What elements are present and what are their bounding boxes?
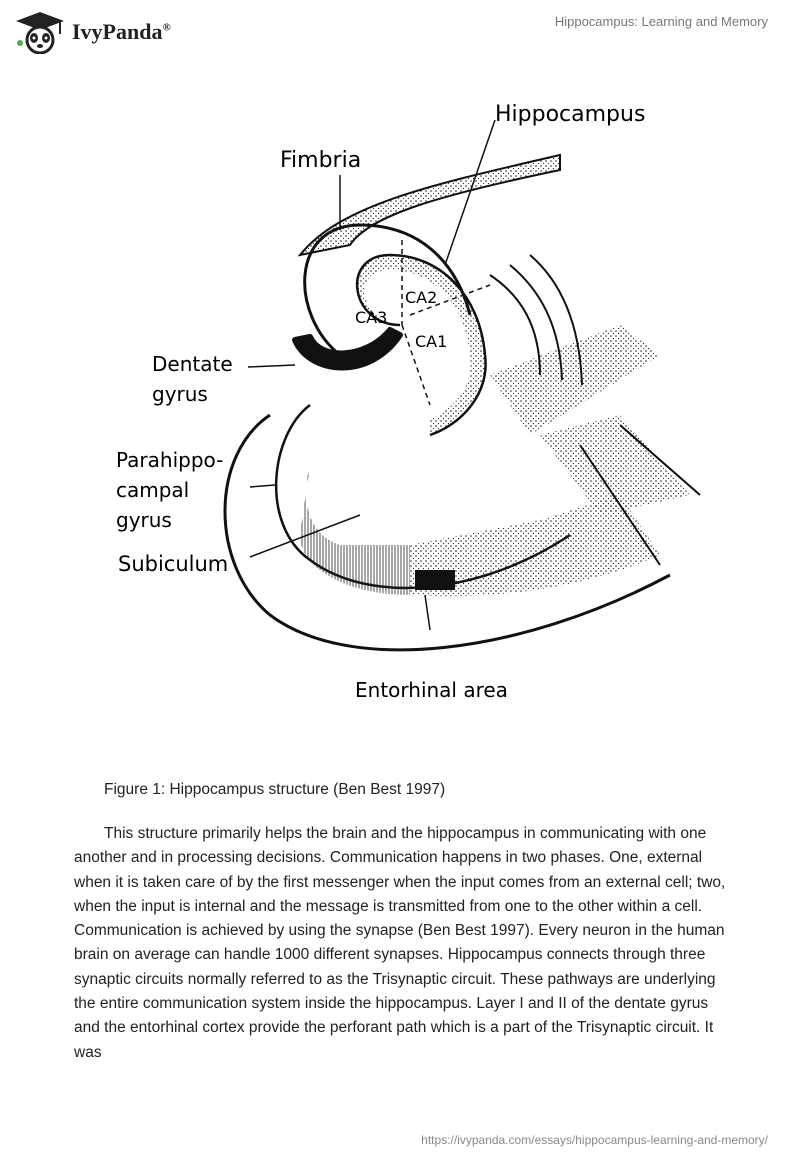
hippocampus-diagram bbox=[100, 75, 730, 735]
label-ca3: CA3 bbox=[355, 308, 388, 327]
figure-caption: Figure 1: Hippocampus structure (Ben Best 1997) bbox=[104, 781, 446, 798]
ivypanda-logo[interactable] bbox=[14, 10, 171, 54]
label-hippocampus: Hippocampus bbox=[495, 102, 646, 127]
label-parahippo: Parahippo- bbox=[116, 448, 224, 472]
source-url-link[interactable]: https://ivypanda.com/essays/hippocampus-learning-and-memory/ bbox=[421, 1133, 768, 1147]
page-header-title: Hippocampus: Learning and Memory bbox=[554, 14, 768, 29]
hippocampus-figure bbox=[100, 75, 730, 735]
subiculum-region bbox=[300, 465, 410, 595]
label-subiculum: Subiculum bbox=[118, 552, 229, 576]
label-para-gyrus: gyrus bbox=[116, 508, 172, 532]
label-entorhinal: Entorhinal area bbox=[355, 678, 508, 702]
label-ca1: CA1 bbox=[415, 332, 448, 351]
label-campal: campal bbox=[116, 478, 190, 502]
panda-graduate-icon bbox=[14, 10, 66, 54]
lower-block bbox=[540, 415, 690, 515]
entorhinal-dark-patch bbox=[415, 570, 455, 590]
label-dentate: Dentate bbox=[152, 352, 233, 376]
dotted-fan bbox=[490, 325, 660, 435]
dentate-gyrus-shape bbox=[295, 330, 400, 368]
label-ca2: CA2 bbox=[405, 288, 438, 307]
label-fimbria: Fimbria bbox=[280, 148, 362, 173]
brand-name: IvyPanda® bbox=[72, 19, 171, 44]
label-gyrus: gyrus bbox=[152, 382, 208, 406]
body-paragraph: This structure primarily helps the brain and the hippocampus in communicating with one another and in processing decisions. Communication happens in two phases. One, external when it is taken care of by the first messenger when the input comes from an external cell; two, when the input is internal and the message is transmitted from one to the other within a cell. Communication is achieved by using the synapse (Ben Best 1997). Every neuron in the human brain on average can handle 1000 different synapses. Hippocampus connects through three synaptic circuits normally referred to as the Trisynaptic circuit. These pathways are underlying the entire communication system inside the hippocampus. Layer I and II of the dentate gyrus and the entorhinal cortex provide the perforant path which is a part of the Trisynaptic circuit. It was bbox=[74, 825, 726, 1061]
